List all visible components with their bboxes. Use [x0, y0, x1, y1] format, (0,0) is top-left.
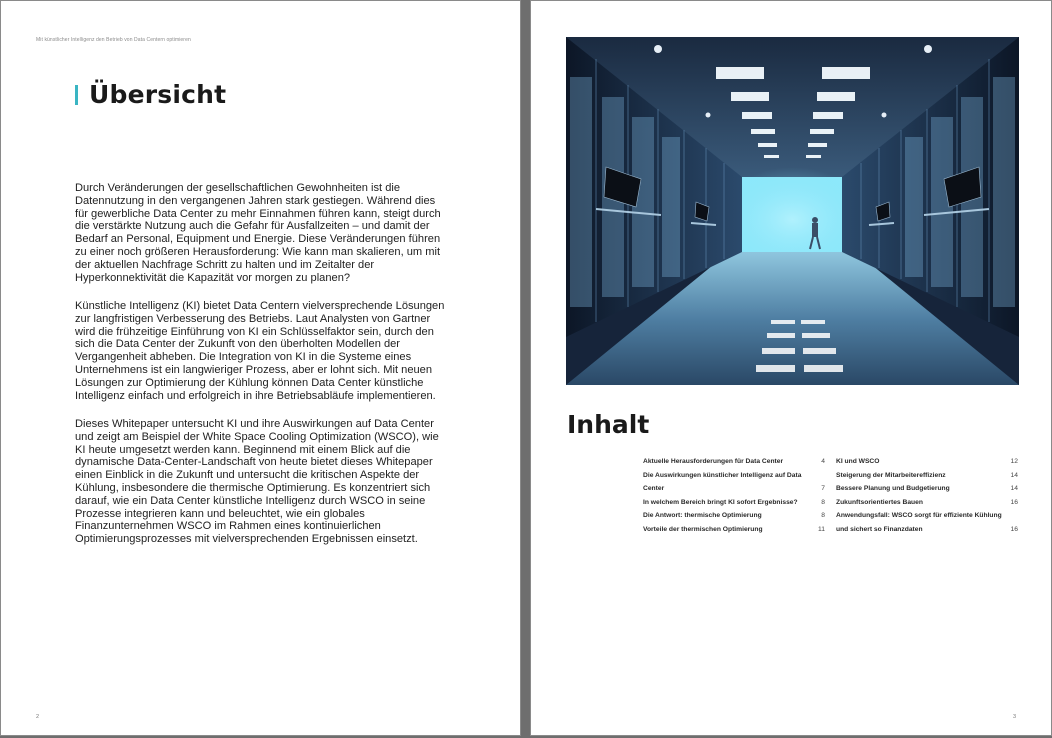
toc-item-page: 12: [1010, 458, 1018, 465]
toc-item-page: 14: [1010, 471, 1018, 479]
toc-item-text: In welchem Bereich bringt KI sofort Ergebnisse?: [643, 498, 798, 506]
left-page: [0, 0, 521, 736]
toc-title: Inhalt: [567, 410, 650, 439]
toc-item[interactable]: [643, 523, 825, 537]
toc-item[interactable]: [836, 482, 1018, 496]
toc-item-text: Aktuelle Herausforderungen für Data Center: [643, 458, 784, 465]
title-accent-bar: [75, 85, 78, 105]
running-header: Mit künstlicher Intelligenz den Betrieb von Data Centern optimieren: [36, 37, 191, 43]
toc-item[interactable]: [836, 509, 1018, 536]
toc-item[interactable]: [643, 496, 825, 510]
toc-item-text: Zukunftsorientiertes Bauen: [836, 498, 923, 506]
toc-item-page: 11: [818, 525, 825, 533]
toc-item[interactable]: [836, 455, 1018, 469]
toc-item-text: Bessere Planung und Budgetierung: [836, 485, 950, 492]
toc-item-page: 7: [821, 485, 825, 492]
page-title: Übersicht: [89, 80, 227, 109]
toc-item-text: Die Auswirkungen künstlicher Intelligenz auf Data Center: [643, 471, 802, 492]
data-center-photo: [566, 37, 1019, 385]
toc-item-page: 14: [1010, 485, 1018, 492]
toc-item[interactable]: [836, 496, 1018, 510]
toc-item-page: 8: [821, 512, 825, 519]
toc-item[interactable]: [643, 469, 825, 496]
toc-item[interactable]: [643, 509, 825, 523]
toc-item-page: 4: [821, 458, 825, 465]
toc-item-page: 16: [1010, 525, 1018, 533]
toc-item-text: Steigerung der Mitarbeitereffizienz: [836, 471, 946, 479]
paragraph-3: Dieses Whitepaper untersucht KI und ihre Auswirkungen auf Data Center und zeigt am Beispiel der White Space Cooling Optimization (WSCO), wie KI heute umgesetzt werden kann. Beginnend mit einem Blick auf die dynamische Data-Center-Landschaft von heute bietet dieses Whitepaper einen Einblick in die Zukunft und untersucht die kritischen Aspekte der Kühlung, insbesondere die thermische Optimierung. Es konzentriert sich darauf, wie ein Data Center künstliche Intelligenz durch WSCO in seine Prozesse integrieren kann und beleuchtet, wie ein globales Finanzunternehmen WSCO im Rahmen eines kontinuierlichen Optimierungsprozesses mit vielversprechenden Ergebnissen einsetzt.: [75, 417, 439, 546]
toc-item[interactable]: [836, 469, 1018, 483]
toc-column-2: [836, 455, 1018, 536]
body-text: [75, 182, 445, 562]
toc-item[interactable]: [643, 455, 825, 469]
page-number: 3: [1012, 714, 1016, 720]
right-page: [530, 0, 1052, 736]
toc-item-text: Die Antwort: thermische Optimierung: [643, 512, 762, 519]
toc-column-1: [643, 455, 825, 536]
title-block: [75, 81, 226, 109]
toc-item-page: 8: [821, 498, 825, 506]
toc-item-text: Vorteile der thermischen Optimierung: [643, 525, 763, 533]
paragraph-2: Künstliche Intelligenz (KI) bietet Data Centern vielversprechende Lösungen zur langfristigen Verbesserung des Betriebs. Laut Analysten von Gartner wird die frühzeitige Einführung von KI ein Schlüsselfaktor sein, durch den sich die Data Center der Zukunft von den überholten Modellen der Vergangenheit abheben. Die Integration von KI in die Systeme eines Unternehmens ist ein langwieriger Prozess, aber er lohnt sich. Mit neuen Lösungen zur Optimierung der Kühlung können Data Center künstliche Intelligenz einfach und erfolgreich in ihre Betriebsabläufe implementieren.: [75, 299, 445, 402]
toc-item-page: 16: [1010, 498, 1018, 506]
paragraph-1: Durch Veränderungen der gesellschaftlichen Gewohnheiten ist die Datennutzung in den vergangenen Jahren stark gestiegen. Während dies für gewerbliche Data Center zu mehr Einnahmen führen kann, steigt durch die verstärkte Nutzung auch die Gefahr für Ausfallzeiten – und damit der Bedarf an Personal, Equipment und Energie. Diese Veränderungen führen zu einer noch größeren Herausforderung: Wie kann man skalieren, um mit der aktuellen Nachfrage Schritt zu halten und im Zeitalter der Hyperkonnektivität die Kapazität vor morgen zu planen?: [75, 182, 441, 284]
page-number: 2: [36, 714, 40, 720]
toc-item-text: Anwendungsfall: WSCO sorgt für effiziente Kühlung und sichert so Finanzdaten: [836, 512, 1002, 533]
toc-item-text: KI und WSCO: [836, 458, 880, 465]
